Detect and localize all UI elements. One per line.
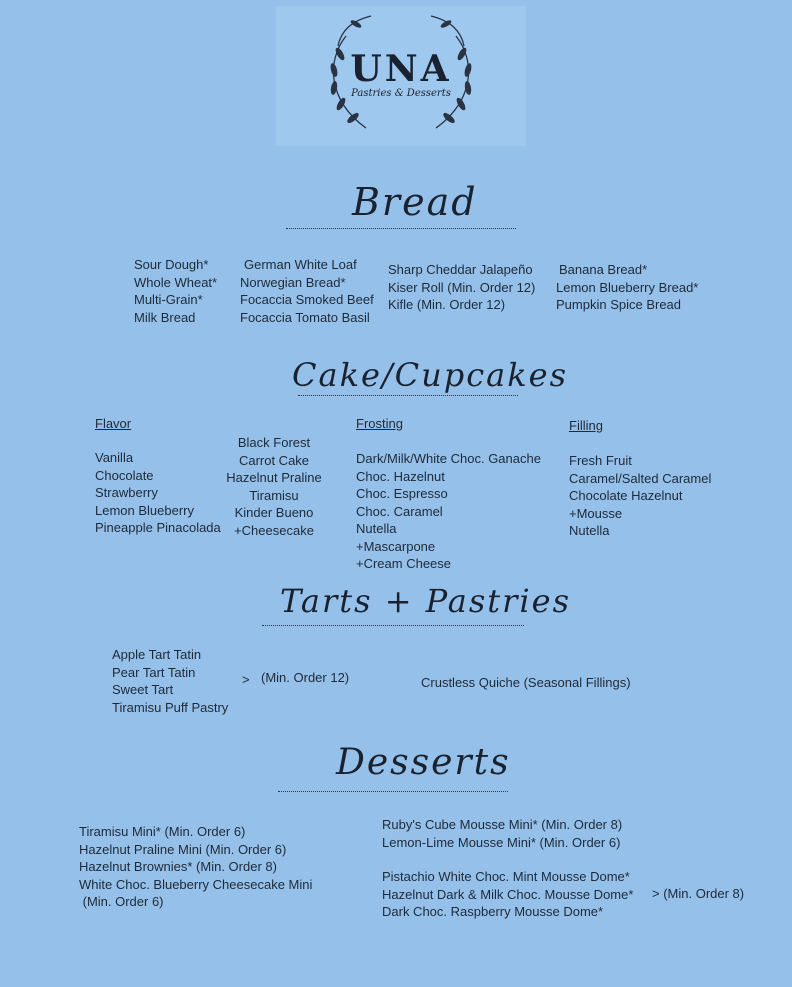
list-item: Chocolate: [95, 467, 154, 483]
list-item: Sour Dough*: [134, 257, 209, 272]
list-item: +Cream Cheese: [356, 556, 452, 571]
list-item: Whole Wheat*: [134, 274, 218, 290]
list-item: Kinder Bueno: [234, 505, 314, 520]
list-item: Pumpkin Spice Bread: [556, 297, 682, 312]
desserts-left-list: [79, 823, 312, 911]
frosting-header: Frosting: [356, 416, 403, 431]
brand-name: UNA: [350, 48, 452, 90]
list-item: Sweet Tart: [112, 682, 174, 697]
list-item: Focaccia Smoked Beef: [240, 292, 374, 307]
list-item: Chocolate Hazelnut: [569, 488, 683, 503]
desserts-divider: [278, 791, 508, 792]
list-item: Dark Choc. Raspberry Mousse Dome*: [382, 904, 604, 919]
list-item: Sharp Cheddar Jalapeño: [388, 262, 533, 277]
quiche-item: Crustless Quiche (Seasonal Fillings): [421, 675, 631, 690]
list-item: Nutella: [569, 523, 610, 538]
list-item: Fresh Fruit: [569, 453, 632, 468]
list-item: Choc. Hazelnut: [356, 468, 445, 484]
list-item: Lemon Blueberry Bread*: [556, 279, 699, 295]
bread-col-3: [388, 261, 535, 314]
list-item: Pear Tart Tatin: [112, 664, 196, 680]
dome-min-order: > (Min. Order 8): [652, 886, 745, 901]
list-item: Carrot Cake: [238, 452, 310, 468]
filling-list: [569, 452, 711, 540]
list-item: Kifle (Min. Order 12): [388, 297, 506, 312]
list-item: Ruby's Cube Mousse Mini* (Min. Order 8): [382, 817, 623, 832]
list-item: Banana Bread*: [559, 262, 648, 277]
bread-title: Bread: [352, 180, 478, 224]
flavor-list: [95, 449, 221, 537]
list-item: Hazelnut Praline: [226, 470, 322, 485]
filling-header: Filling: [569, 418, 603, 433]
tarts-min-order: (Min. Order 12): [261, 670, 350, 685]
bread-divider: [286, 228, 516, 229]
desserts-title: Desserts: [336, 742, 511, 783]
list-item: Pistachio White Choc. Mint Mousse Dome*: [382, 869, 630, 884]
list-item: Multi-Grain*: [134, 292, 203, 307]
flavor-header: Flavor: [95, 416, 132, 431]
list-item: Lemon-Lime Mousse Mini* (Min. Order 6): [382, 834, 621, 850]
list-item: Tiramisu Puff Pastry: [112, 699, 229, 715]
list-item: Lemon Blueberry: [95, 502, 194, 518]
desserts-right-bottom-list: [382, 868, 633, 921]
list-item: Choc. Espresso: [356, 486, 448, 501]
brand-tagline: Pastries & Desserts: [351, 88, 451, 99]
list-item: Tiramisu: [249, 487, 299, 503]
list-item: Norwegian Bread*: [240, 274, 346, 290]
tarts-list: [112, 646, 228, 716]
list-item: Caramel/Salted Caramel: [569, 470, 712, 486]
list-item: White Choc. Blueberry Cheesecake Mini: [79, 876, 313, 892]
list-item: Hazelnut Praline Mini (Min. Order 6): [79, 841, 287, 857]
list-item: German White Loaf: [244, 257, 357, 272]
list-item: Strawberry: [95, 485, 158, 500]
list-item: Choc. Caramel: [356, 503, 443, 519]
list-item: Kiser Roll (Min. Order 12): [388, 279, 536, 295]
list-item: Milk Bread: [134, 309, 196, 325]
tarts-divider: [262, 625, 524, 626]
list-item: Pineapple Pinacolada: [95, 520, 221, 535]
list-item: Apple Tart Tatin: [112, 647, 202, 662]
tarts-title: Tarts + Pastries: [280, 582, 572, 620]
list-item: Hazelnut Dark & Milk Choc. Mousse Dome*: [382, 886, 634, 902]
list-item: (Min. Order 6): [79, 894, 164, 909]
list-item: Vanilla: [95, 450, 134, 465]
list-item: +Mascarpone: [356, 538, 436, 554]
bread-col-4: [556, 261, 698, 314]
cake-divider: [298, 395, 518, 396]
list-item: Focaccia Tomato Basil: [240, 309, 370, 325]
list-item: Tiramisu Mini* (Min. Order 6): [79, 824, 246, 839]
list-item: Black Forest: [237, 435, 311, 450]
bread-col-1: [134, 256, 217, 326]
tarts-arrow: >: [242, 672, 250, 687]
list-item: Hazelnut Brownies* (Min. Order 8): [79, 859, 277, 874]
bread-col-2: [240, 256, 374, 326]
cake-title: Cake/Cupcakes: [292, 356, 568, 394]
specials-list: [222, 434, 326, 539]
list-item: +Cheesecake: [234, 522, 314, 538]
list-item: +Mousse: [569, 505, 623, 521]
logo: [276, 6, 526, 146]
frosting-list: [356, 450, 541, 573]
desserts-right-top-list: [382, 816, 622, 851]
list-item: Dark/Milk/White Choc. Ganache: [356, 451, 541, 466]
list-item: Nutella: [356, 521, 397, 536]
